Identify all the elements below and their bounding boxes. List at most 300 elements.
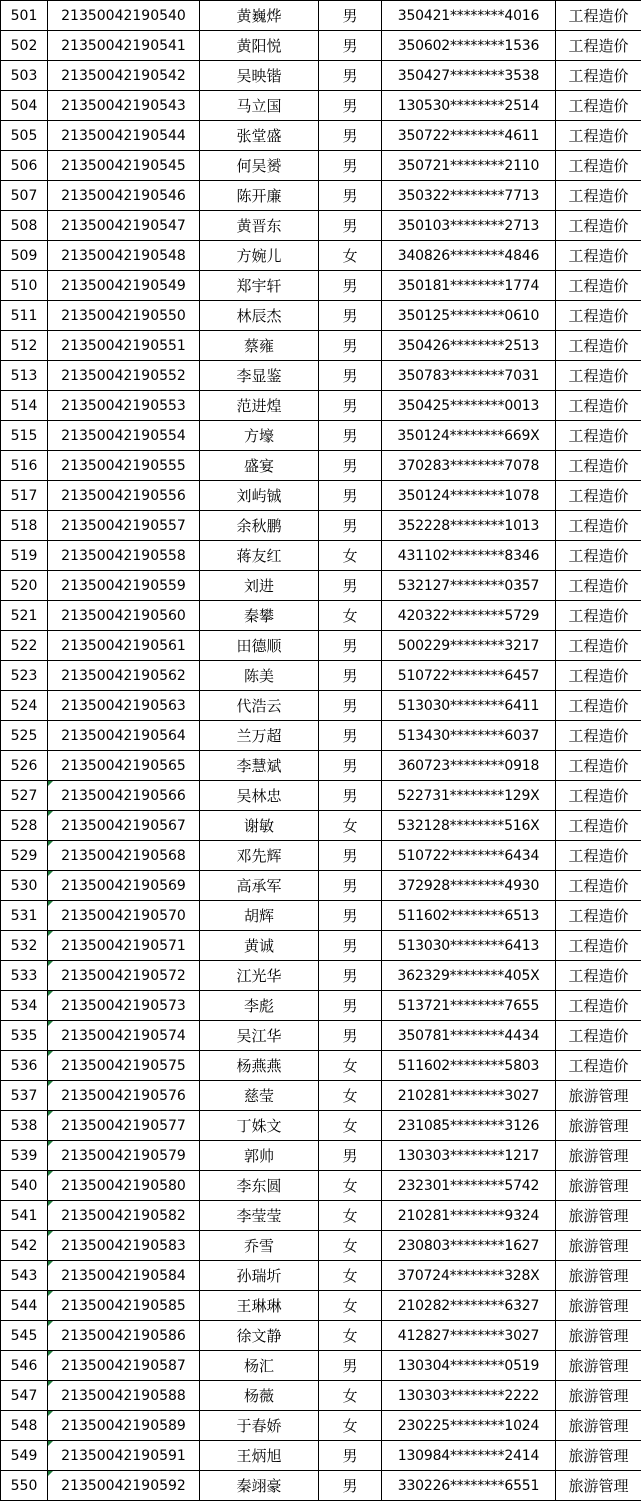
student-name-cell: 慈莹	[200, 1081, 319, 1111]
gender-cell: 男	[319, 1441, 382, 1471]
row-number-cell: 521	[1, 601, 48, 631]
gender-cell: 男	[319, 61, 382, 91]
student-id-cell: 21350042190541	[48, 31, 200, 61]
major-cell: 工程造价	[556, 631, 641, 661]
student-name-cell: 陈开廉	[200, 181, 319, 211]
gender-cell: 男	[319, 271, 382, 301]
student-id-cell: 21350042190586	[48, 1321, 200, 1351]
student-id-cell: 21350042190557	[48, 511, 200, 541]
major-cell: 工程造价	[556, 931, 641, 961]
row-number-cell: 550	[1, 1471, 48, 1501]
id-card-cell: 362329********405X	[382, 961, 556, 991]
table-row	[1, 1021, 641, 1051]
row-number-cell: 534	[1, 991, 48, 1021]
student-id-cell: 21350042190549	[48, 271, 200, 301]
student-name-cell: 王琳琳	[200, 1291, 319, 1321]
student-name-cell: 高承军	[200, 871, 319, 901]
student-id-cell: 21350042190564	[48, 721, 200, 751]
student-id-cell: 21350042190579	[48, 1141, 200, 1171]
table-row	[1, 511, 641, 541]
student-id-cell: 21350042190561	[48, 631, 200, 661]
major-cell: 工程造价	[556, 871, 641, 901]
id-card-cell: 412827********3027	[382, 1321, 556, 1351]
gender-cell: 男	[319, 571, 382, 601]
major-cell: 工程造价	[556, 511, 641, 541]
major-cell: 工程造价	[556, 751, 641, 781]
gender-cell: 男	[319, 661, 382, 691]
student-name-cell: 李显鉴	[200, 361, 319, 391]
student-name-cell: 刘屿铖	[200, 481, 319, 511]
id-card-cell: 231085********3126	[382, 1111, 556, 1141]
major-cell: 工程造价	[556, 271, 641, 301]
student-id-cell: 21350042190547	[48, 211, 200, 241]
gender-cell: 男	[319, 991, 382, 1021]
id-card-cell: 350421********4016	[382, 1, 556, 31]
table-row	[1, 1351, 641, 1381]
student-name-cell: 吴江华	[200, 1021, 319, 1051]
id-card-cell: 130303********1217	[382, 1141, 556, 1171]
student-name-cell: 黄巍烨	[200, 1, 319, 31]
row-number-cell: 506	[1, 151, 48, 181]
id-card-cell: 511602********5803	[382, 1051, 556, 1081]
id-card-cell: 370283********7078	[382, 451, 556, 481]
gender-cell: 男	[319, 361, 382, 391]
student-name-cell: 孙瑞圻	[200, 1261, 319, 1291]
major-cell: 旅游管理	[556, 1411, 641, 1441]
id-card-cell: 130304********0519	[382, 1351, 556, 1381]
row-number-cell: 504	[1, 91, 48, 121]
row-number-cell: 502	[1, 31, 48, 61]
id-card-cell: 232301********5742	[382, 1171, 556, 1201]
gender-cell: 男	[319, 421, 382, 451]
student-id-cell: 21350042190592	[48, 1471, 200, 1501]
student-name-cell: 李彪	[200, 991, 319, 1021]
major-cell: 旅游管理	[556, 1081, 641, 1111]
major-cell: 工程造价	[556, 541, 641, 571]
gender-cell: 女	[319, 1381, 382, 1411]
student-id-cell: 21350042190566	[48, 781, 200, 811]
gender-cell: 女	[319, 1051, 382, 1081]
id-card-cell: 210281********3027	[382, 1081, 556, 1111]
major-cell: 旅游管理	[556, 1111, 641, 1141]
gender-cell: 女	[319, 1201, 382, 1231]
student-name-cell: 杨薇	[200, 1381, 319, 1411]
major-cell: 工程造价	[556, 361, 641, 391]
table-row	[1, 1381, 641, 1411]
row-number-cell: 539	[1, 1141, 48, 1171]
row-number-cell: 532	[1, 931, 48, 961]
table-row	[1, 421, 641, 451]
major-cell: 工程造价	[556, 961, 641, 991]
major-cell: 工程造价	[556, 211, 641, 241]
table-row	[1, 1, 641, 31]
table-row	[1, 1261, 641, 1291]
table-row	[1, 1231, 641, 1261]
id-card-cell: 532127********0357	[382, 571, 556, 601]
table-row	[1, 781, 641, 811]
id-card-cell: 360723********0918	[382, 751, 556, 781]
row-number-cell: 536	[1, 1051, 48, 1081]
row-number-cell: 529	[1, 841, 48, 871]
table-row	[1, 361, 641, 391]
major-cell: 工程造价	[556, 1051, 641, 1081]
student-name-cell: 黄诚	[200, 931, 319, 961]
student-name-cell: 杨汇	[200, 1351, 319, 1381]
row-number-cell: 524	[1, 691, 48, 721]
row-number-cell: 527	[1, 781, 48, 811]
id-card-cell: 340826********4846	[382, 241, 556, 271]
gender-cell: 女	[319, 1411, 382, 1441]
table-row	[1, 1411, 641, 1441]
student-id-cell: 21350042190558	[48, 541, 200, 571]
student-name-cell: 谢敏	[200, 811, 319, 841]
table-row	[1, 691, 641, 721]
table-row	[1, 1141, 641, 1171]
student-name-cell: 黄阳悦	[200, 31, 319, 61]
id-card-cell: 230225********1024	[382, 1411, 556, 1441]
row-number-cell: 522	[1, 631, 48, 661]
row-number-cell: 510	[1, 271, 48, 301]
gender-cell: 男	[319, 1021, 382, 1051]
major-cell: 工程造价	[556, 301, 641, 331]
student-id-cell: 21350042190580	[48, 1171, 200, 1201]
major-cell: 旅游管理	[556, 1441, 641, 1471]
student-id-cell: 21350042190569	[48, 871, 200, 901]
row-number-cell: 520	[1, 571, 48, 601]
id-card-cell: 350781********4434	[382, 1021, 556, 1051]
student-name-cell: 吴林忠	[200, 781, 319, 811]
student-id-cell: 21350042190573	[48, 991, 200, 1021]
major-cell: 旅游管理	[556, 1321, 641, 1351]
major-cell: 旅游管理	[556, 1381, 641, 1411]
id-card-cell: 513430********6037	[382, 721, 556, 751]
id-card-cell: 500229********3217	[382, 631, 556, 661]
major-cell: 工程造价	[556, 601, 641, 631]
student-id-cell: 21350042190550	[48, 301, 200, 331]
row-number-cell: 511	[1, 301, 48, 331]
table-row	[1, 1081, 641, 1111]
id-card-cell: 420322********5729	[382, 601, 556, 631]
table-row	[1, 331, 641, 361]
id-card-cell: 210281********9324	[382, 1201, 556, 1231]
student-id-cell: 21350042190548	[48, 241, 200, 271]
student-id-cell: 21350042190544	[48, 121, 200, 151]
id-card-cell: 522731********129X	[382, 781, 556, 811]
major-cell: 工程造价	[556, 151, 641, 181]
gender-cell: 男	[319, 151, 382, 181]
gender-cell: 男	[319, 1471, 382, 1501]
row-number-cell: 535	[1, 1021, 48, 1051]
gender-cell: 女	[319, 1291, 382, 1321]
major-cell: 旅游管理	[556, 1141, 641, 1171]
student-name-cell: 兰万超	[200, 721, 319, 751]
table-row	[1, 571, 641, 601]
major-cell: 工程造价	[556, 661, 641, 691]
table-row	[1, 391, 641, 421]
student-name-cell: 胡辉	[200, 901, 319, 931]
row-number-cell: 541	[1, 1201, 48, 1231]
table-row	[1, 301, 641, 331]
student-name-cell: 方壕	[200, 421, 319, 451]
gender-cell: 男	[319, 1141, 382, 1171]
table-row	[1, 961, 641, 991]
student-name-cell: 秦攀	[200, 601, 319, 631]
major-cell: 旅游管理	[556, 1351, 641, 1381]
table-row	[1, 181, 641, 211]
gender-cell: 男	[319, 931, 382, 961]
student-name-cell: 王炳旭	[200, 1441, 319, 1471]
roster-body	[1, 1, 641, 1501]
student-id-cell: 21350042190540	[48, 1, 200, 31]
gender-cell: 女	[319, 1231, 382, 1261]
gender-cell: 男	[319, 721, 382, 751]
major-cell: 工程造价	[556, 811, 641, 841]
table-row	[1, 1321, 641, 1351]
table-row	[1, 1111, 641, 1141]
student-id-cell: 21350042190565	[48, 751, 200, 781]
id-card-cell: 513721********7655	[382, 991, 556, 1021]
row-number-cell: 549	[1, 1441, 48, 1471]
row-number-cell: 546	[1, 1351, 48, 1381]
table-row	[1, 751, 641, 781]
row-number-cell: 547	[1, 1381, 48, 1411]
gender-cell: 男	[319, 481, 382, 511]
major-cell: 工程造价	[556, 991, 641, 1021]
id-card-cell: 513030********6411	[382, 691, 556, 721]
student-id-cell: 21350042190584	[48, 1261, 200, 1291]
student-id-cell: 21350042190555	[48, 451, 200, 481]
row-number-cell: 540	[1, 1171, 48, 1201]
student-id-cell: 21350042190542	[48, 61, 200, 91]
row-number-cell: 526	[1, 751, 48, 781]
id-card-cell: 510722********6434	[382, 841, 556, 871]
table-row	[1, 61, 641, 91]
student-name-cell: 秦翊豪	[200, 1471, 319, 1501]
student-name-cell: 徐文静	[200, 1321, 319, 1351]
id-card-cell: 350124********1078	[382, 481, 556, 511]
student-name-cell: 邓先辉	[200, 841, 319, 871]
row-number-cell: 531	[1, 901, 48, 931]
id-card-cell: 350722********4611	[382, 121, 556, 151]
gender-cell: 男	[319, 91, 382, 121]
id-card-cell: 350783********7031	[382, 361, 556, 391]
student-id-cell: 21350042190574	[48, 1021, 200, 1051]
student-id-cell: 21350042190583	[48, 1231, 200, 1261]
row-number-cell: 533	[1, 961, 48, 991]
student-id-cell: 21350042190556	[48, 481, 200, 511]
id-card-cell: 350124********669X	[382, 421, 556, 451]
id-card-cell: 510722********6457	[382, 661, 556, 691]
row-number-cell: 505	[1, 121, 48, 151]
gender-cell: 女	[319, 1111, 382, 1141]
table-row	[1, 151, 641, 181]
student-id-cell: 21350042190572	[48, 961, 200, 991]
row-number-cell: 512	[1, 331, 48, 361]
row-number-cell: 548	[1, 1411, 48, 1441]
gender-cell: 男	[319, 901, 382, 931]
id-card-cell: 330226********6551	[382, 1471, 556, 1501]
table-row	[1, 1051, 641, 1081]
id-card-cell: 350427********3538	[382, 61, 556, 91]
student-id-cell: 21350042190582	[48, 1201, 200, 1231]
table-row	[1, 601, 641, 631]
id-card-cell: 350602********1536	[382, 31, 556, 61]
gender-cell: 男	[319, 871, 382, 901]
gender-cell: 男	[319, 31, 382, 61]
table-row	[1, 1291, 641, 1321]
gender-cell: 男	[319, 691, 382, 721]
table-row	[1, 211, 641, 241]
row-number-cell: 525	[1, 721, 48, 751]
student-name-cell: 余秋鹏	[200, 511, 319, 541]
id-card-cell: 532128********516X	[382, 811, 556, 841]
gender-cell: 女	[319, 601, 382, 631]
row-number-cell: 516	[1, 451, 48, 481]
student-id-cell: 21350042190546	[48, 181, 200, 211]
student-name-cell: 吴映锴	[200, 61, 319, 91]
gender-cell: 女	[319, 241, 382, 271]
table-row	[1, 1441, 641, 1471]
major-cell: 工程造价	[556, 901, 641, 931]
row-number-cell: 523	[1, 661, 48, 691]
id-card-cell: 350426********2513	[382, 331, 556, 361]
student-name-cell: 张堂盛	[200, 121, 319, 151]
gender-cell: 女	[319, 1171, 382, 1201]
row-number-cell: 538	[1, 1111, 48, 1141]
student-name-cell: 盛宴	[200, 451, 319, 481]
gender-cell: 男	[319, 181, 382, 211]
student-id-cell: 21350042190571	[48, 931, 200, 961]
row-number-cell: 528	[1, 811, 48, 841]
table-row	[1, 811, 641, 841]
gender-cell: 男	[319, 961, 382, 991]
gender-cell: 女	[319, 1261, 382, 1291]
table-row	[1, 451, 641, 481]
table-row	[1, 121, 641, 151]
row-number-cell: 519	[1, 541, 48, 571]
student-name-cell: 方婉儿	[200, 241, 319, 271]
student-id-cell: 21350042190553	[48, 391, 200, 421]
row-number-cell: 508	[1, 211, 48, 241]
id-card-cell: 230803********1627	[382, 1231, 556, 1261]
table-row	[1, 841, 641, 871]
major-cell: 工程造价	[556, 1021, 641, 1051]
major-cell: 工程造价	[556, 241, 641, 271]
student-id-cell: 21350042190587	[48, 1351, 200, 1381]
student-name-cell: 陈美	[200, 661, 319, 691]
major-cell: 工程造价	[556, 91, 641, 121]
major-cell: 工程造价	[556, 121, 641, 151]
gender-cell: 男	[319, 631, 382, 661]
major-cell: 工程造价	[556, 1, 641, 31]
id-card-cell: 210282********6327	[382, 1291, 556, 1321]
gender-cell: 男	[319, 511, 382, 541]
gender-cell: 女	[319, 811, 382, 841]
table-row	[1, 271, 641, 301]
row-number-cell: 544	[1, 1291, 48, 1321]
gender-cell: 男	[319, 1, 382, 31]
major-cell: 工程造价	[556, 181, 641, 211]
student-id-cell: 21350042190575	[48, 1051, 200, 1081]
student-name-cell: 杨燕燕	[200, 1051, 319, 1081]
id-card-cell: 511602********6513	[382, 901, 556, 931]
table-row	[1, 721, 641, 751]
table-row	[1, 631, 641, 661]
student-name-cell: 丁姝文	[200, 1111, 319, 1141]
id-card-cell: 352228********1013	[382, 511, 556, 541]
gender-cell: 男	[319, 391, 382, 421]
major-cell: 工程造价	[556, 481, 641, 511]
major-cell: 工程造价	[556, 31, 641, 61]
major-cell: 工程造价	[556, 61, 641, 91]
student-id-cell: 21350042190545	[48, 151, 200, 181]
row-number-cell: 545	[1, 1321, 48, 1351]
gender-cell: 女	[319, 1081, 382, 1111]
gender-cell: 男	[319, 841, 382, 871]
student-name-cell: 蒋友红	[200, 541, 319, 571]
student-name-cell: 范进煌	[200, 391, 319, 421]
student-name-cell: 李东圆	[200, 1171, 319, 1201]
student-name-cell: 田德顺	[200, 631, 319, 661]
student-name-cell: 郑宇轩	[200, 271, 319, 301]
row-number-cell: 530	[1, 871, 48, 901]
table-row	[1, 91, 641, 121]
row-number-cell: 507	[1, 181, 48, 211]
id-card-cell: 130984********2414	[382, 1441, 556, 1471]
student-id-cell: 21350042190576	[48, 1081, 200, 1111]
major-cell: 旅游管理	[556, 1261, 641, 1291]
student-name-cell: 乔雪	[200, 1231, 319, 1261]
major-cell: 工程造价	[556, 691, 641, 721]
major-cell: 旅游管理	[556, 1201, 641, 1231]
row-number-cell: 509	[1, 241, 48, 271]
student-id-cell: 21350042190562	[48, 661, 200, 691]
table-row	[1, 1471, 641, 1501]
student-name-cell: 李慧斌	[200, 751, 319, 781]
id-card-cell: 350721********2110	[382, 151, 556, 181]
gender-cell: 男	[319, 451, 382, 481]
row-number-cell: 537	[1, 1081, 48, 1111]
student-name-cell: 马立国	[200, 91, 319, 121]
student-id-cell: 21350042190585	[48, 1291, 200, 1321]
row-number-cell: 514	[1, 391, 48, 421]
table-row	[1, 241, 641, 271]
id-card-cell: 431102********8346	[382, 541, 556, 571]
student-name-cell: 黄晋东	[200, 211, 319, 241]
gender-cell: 男	[319, 211, 382, 241]
gender-cell: 女	[319, 541, 382, 571]
major-cell: 旅游管理	[556, 1231, 641, 1261]
row-number-cell: 518	[1, 511, 48, 541]
student-name-cell: 何吴赟	[200, 151, 319, 181]
major-cell: 工程造价	[556, 571, 641, 601]
student-id-cell: 21350042190591	[48, 1441, 200, 1471]
row-number-cell: 515	[1, 421, 48, 451]
student-id-cell: 21350042190589	[48, 1411, 200, 1441]
id-card-cell: 350125********0610	[382, 301, 556, 331]
row-number-cell: 503	[1, 61, 48, 91]
table-row	[1, 481, 641, 511]
row-number-cell: 542	[1, 1231, 48, 1261]
student-id-cell: 21350042190551	[48, 331, 200, 361]
row-number-cell: 513	[1, 361, 48, 391]
student-name-cell: 代浩云	[200, 691, 319, 721]
student-name-cell: 江光华	[200, 961, 319, 991]
student-id-cell: 21350042190563	[48, 691, 200, 721]
row-number-cell: 543	[1, 1261, 48, 1291]
table-row	[1, 1171, 641, 1201]
row-number-cell: 501	[1, 1, 48, 31]
